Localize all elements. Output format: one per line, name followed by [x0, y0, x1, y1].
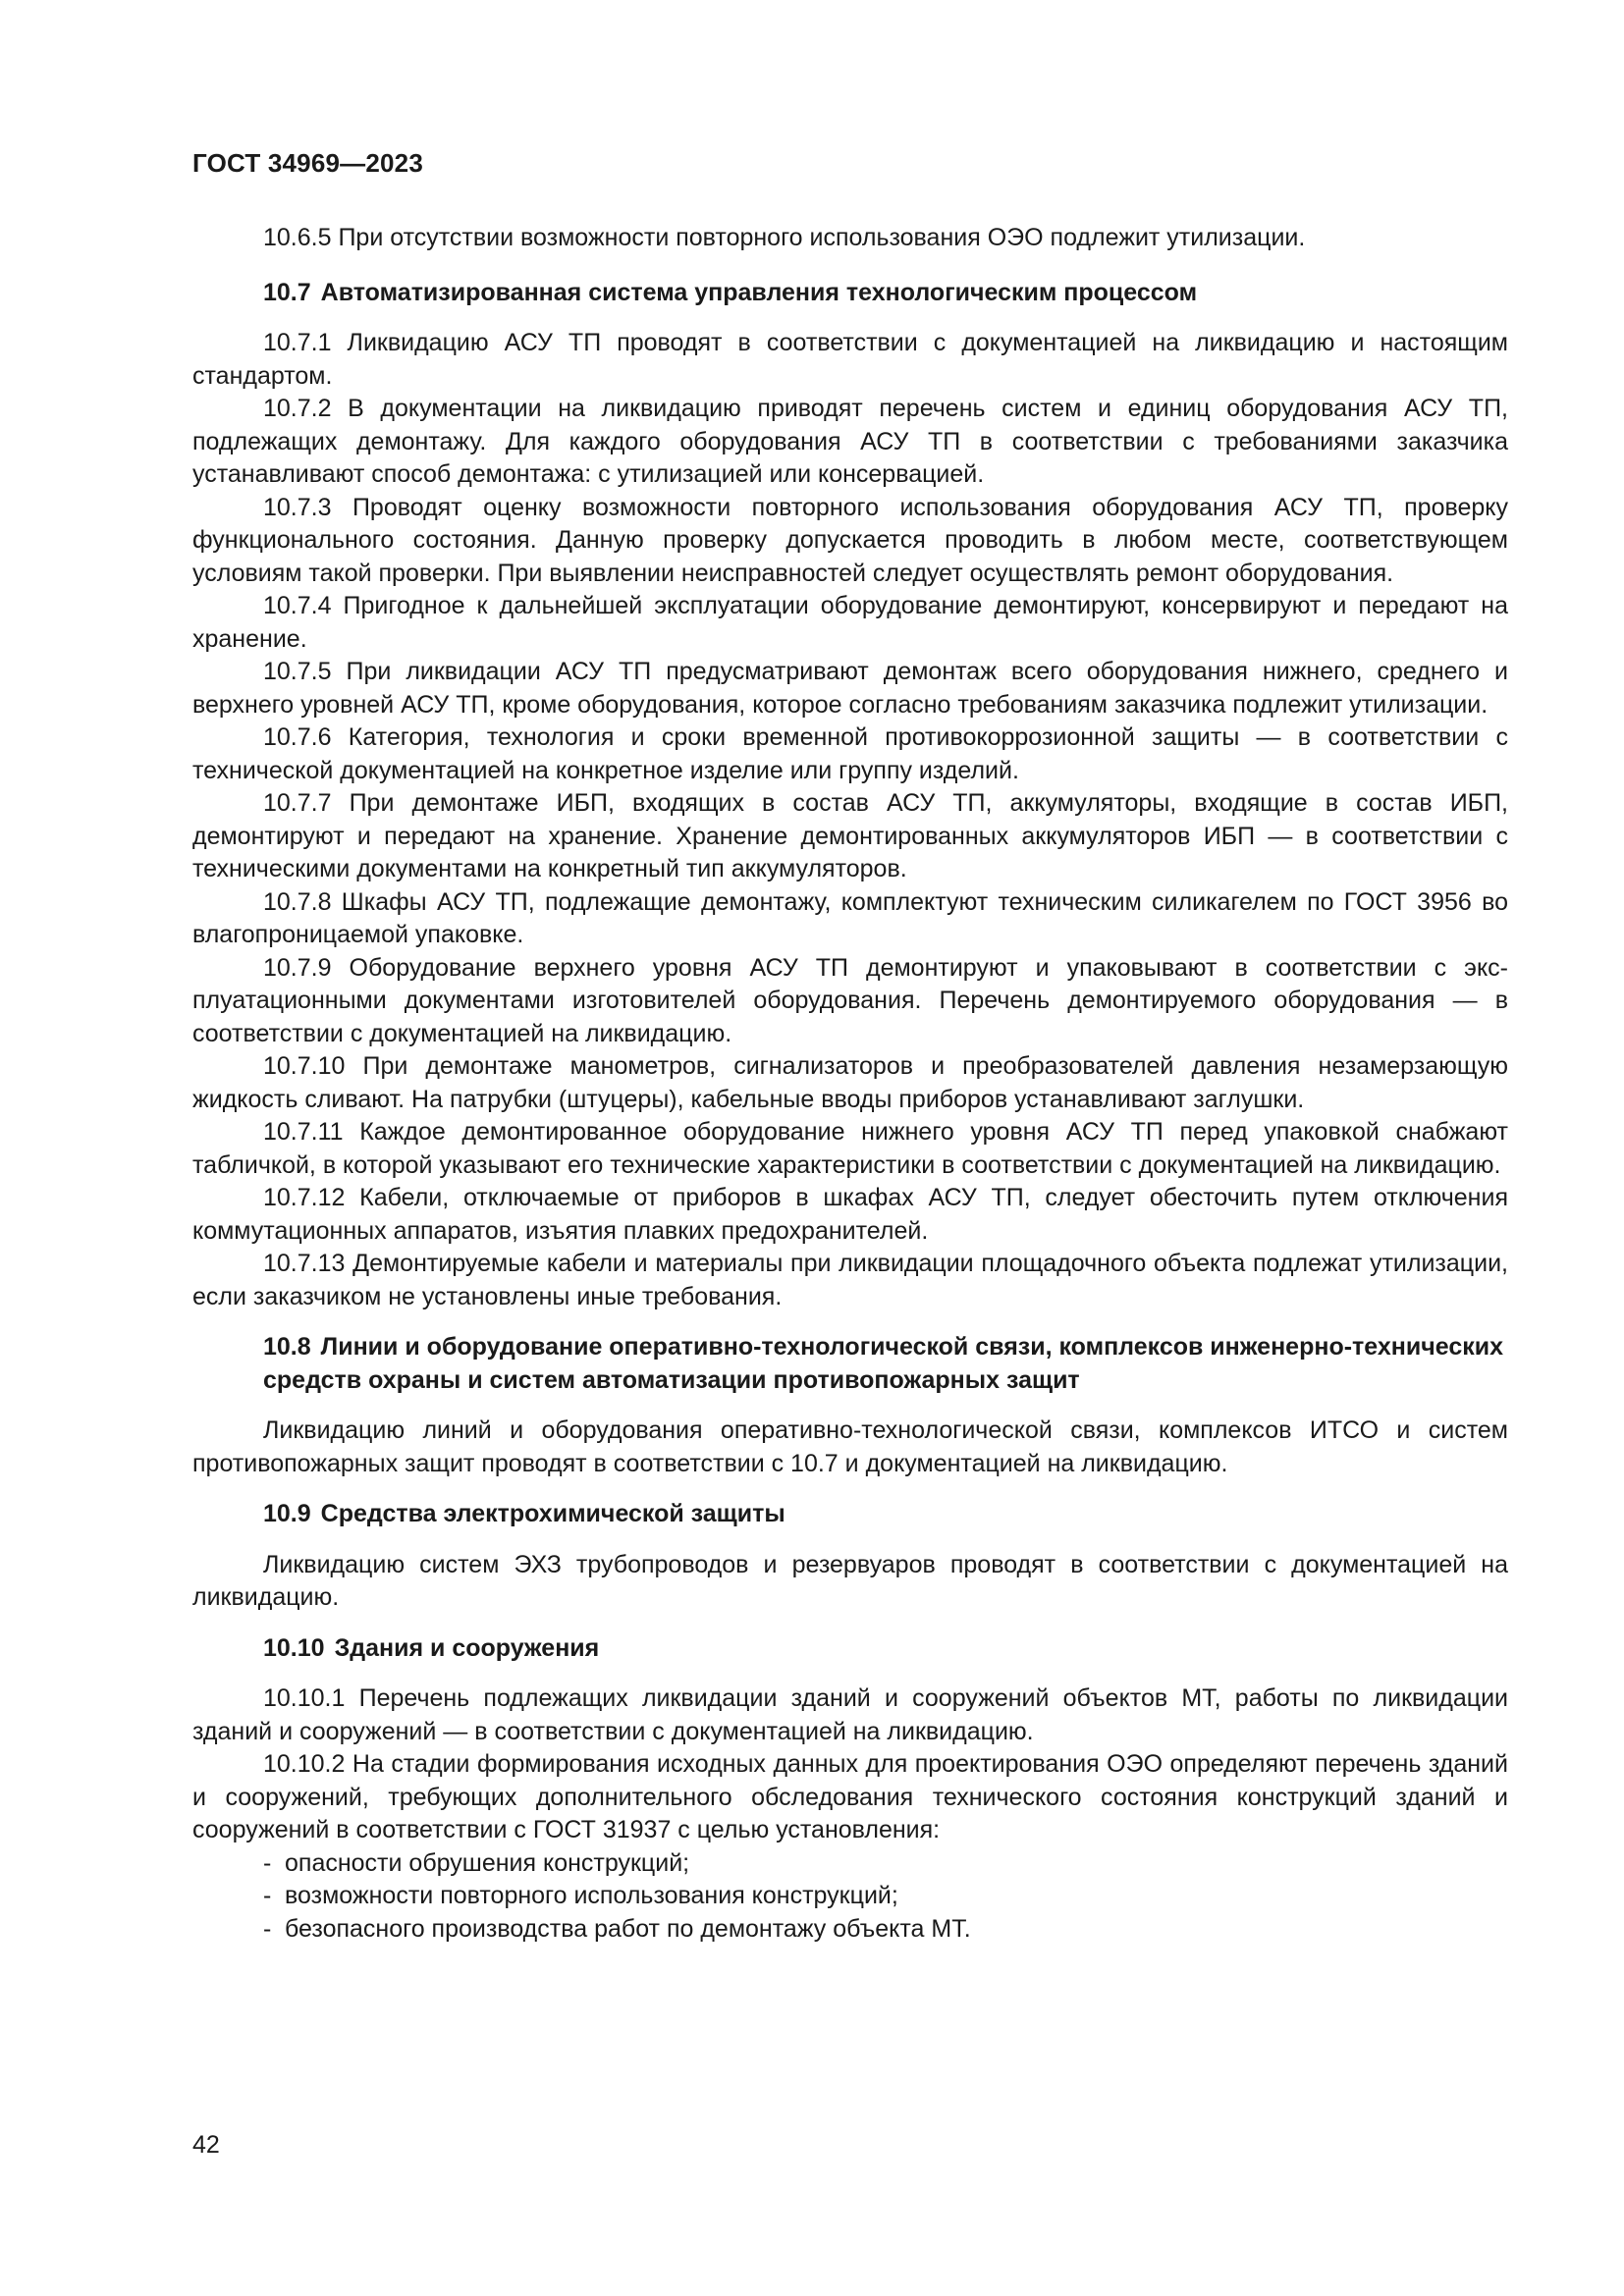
document-page — [192, 147, 1508, 1946]
paragraph-10-10-1: 10.10.1 Перечень подлежащих ликвидации зданий и сооружений объектов МТ, работы по ликвидации зданий и сооружений — в соответствии с документацией на ликвидацию. — [192, 1684, 1508, 1745]
section-heading-10-9 — [192, 1498, 1508, 1531]
section-title: Здания и сооружения — [334, 1633, 600, 1662]
section-title: Линии и оборудование оперативно-технологической связи, комплексов инженерно-технических средств охраны и систем автоматизации противопожарных защит — [263, 1333, 1504, 1394]
document-id-header: ГОСТ 34969—2023 — [192, 148, 423, 178]
paragraph-10-7-13: 10.7.13 Демонтируемые кабели и материалы при ликвидации площадочного объекта подлежат утилизации, если заказчиком не установлены иные требования. — [192, 1250, 1508, 1310]
section-title: Автоматизированная система управления технологическим процессом — [320, 278, 1198, 306]
page-number: 42 — [192, 2131, 220, 2159]
list-item — [192, 1847, 1508, 1881]
section-heading-10-7 — [192, 277, 1508, 310]
paragraph-10-7-12: 10.7.12 Кабели, отключаемые от приборов в шкафах АСУ ТП, следует обесточить путем отключения коммутационных аппаратов, изъятия плавких предохранителей. — [192, 1184, 1508, 1245]
section-heading-10-10 — [192, 1632, 1508, 1666]
list-item — [192, 1880, 1508, 1913]
section-title: Средства электрохимической защиты — [320, 1500, 785, 1527]
list-dash: - — [263, 1848, 272, 1877]
paragraph-10-7-7: 10.7.7 При демонтаже ИБП, входящих в состав АСУ ТП, аккумуляторы, входящие в состав ИБП, демонтируют и передают на хранение. Хранение демонтированных аккумуляторов ИБП — в соответствии с техническими документами на конкретный тип аккумуляторов. — [192, 789, 1508, 882]
paragraph-10-8: Ликвидацию линий и оборудования оперативно-технологической связи, комплексов ИТСО и систем противопожарных защит проводят в соответствии с 10.7 и документацией на ликвидацию. — [192, 1416, 1508, 1477]
list-item — [192, 1913, 1508, 1947]
paragraph-10-7-5: 10.7.5 При ликвидации АСУ ТП предусматривают демонтаж всего оборудования нижнего, среднего и верхнего уровней АСУ ТП, кроме оборудования, которое согласно требованиям заказчика подлежит утилизации. — [192, 658, 1508, 719]
paragraph-10-7-11: 10.7.11 Каждое демонтированное оборудование нижнего уровня АСУ ТП перед упаковкой снабжают табличкой, в которой указывают его технические характеристики в соответствии с документацией на ликвидацию. — [192, 1118, 1508, 1179]
list-dash: - — [263, 1882, 272, 1909]
list-item-text: опасности обрушения конструкций; — [285, 1848, 690, 1877]
list-item-text: возможности повторного использования конструкций; — [285, 1882, 898, 1909]
paragraph-10-7-9: 10.7.9 Оборудование верхнего уровня АСУ ТП демонтируют и упаковывают в соответствии с эксплуатационными документами изготовителей оборудования. Перечень демонтируемого оборудования — в соответствии с документацией на ликвидацию. — [192, 953, 1508, 1047]
section-heading-10-8 — [192, 1331, 1508, 1397]
list-dash: - — [263, 1914, 272, 1943]
paragraph-10-6-5: 10.6.5 При отсутствии возможности повторного использования ОЭО подлежит утилизации. — [263, 224, 1306, 251]
paragraph-10-7-10: 10.7.10 При демонтаже манометров, сигнализаторов и преобразователей давления незамерзающую жидкость сливают. На патрубки (штуцеры), кабельные вводы приборов устанавливают заглушки. — [192, 1052, 1508, 1113]
list-item-text: безопасного производства работ по демонтажу объекта МТ. — [285, 1914, 971, 1943]
paragraph-10-7-8: 10.7.8 Шкафы АСУ ТП, подлежащие демонтажу, комплектуют техническим силикагелем по ГОСТ 3956 во влагопроницаемой упаковке. — [192, 887, 1508, 948]
paragraph-10-10-2: 10.10.2 На стадии формирования исходных данных для проектирования ОЭО определяют перечень зданий и сооружений, требующих дополнительного обследования технического состояния конструкций зданий и сооружений в соответствии с ГОСТ 31937 с целью установления: — [192, 1750, 1508, 1843]
section-number: 10.9 — [263, 1500, 311, 1527]
section-number: 10.7 — [263, 278, 311, 306]
paragraph-10-7-6: 10.7.6 Категория, технология и сроки временной противокоррозионной защиты — в соответствии с технической документацией на конкретное изделие или группу изделий. — [192, 723, 1508, 784]
paragraph-10-7-3: 10.7.3 Проводят оценку возможности повторного использования оборудования АСУ ТП, проверку функционального состояния. Данную проверку допускается проводить в любом месте, соответствующем условиям такой проверки. При выявлении неисправностей следует осуществлять ремонт оборудования. — [192, 493, 1508, 587]
paragraph-10-9: Ликвидацию систем ЭХЗ трубопроводов и резервуаров проводят в соответствии с документацией на ликвидацию. — [192, 1550, 1508, 1611]
paragraph-10-7-4: 10.7.4 Пригодное к дальнейшей эксплуатации оборудование демонтируют, консервируют и передают на хранение. — [192, 592, 1508, 653]
section-number: 10.8 — [263, 1333, 311, 1361]
paragraph-10-7-2: 10.7.2 В документации на ликвидацию приводят перечень систем и единиц оборудования АСУ ТП, подлежащих демонтажу. Для каждого оборудования АСУ ТП в соответствии с требованиями заказчика устанавливают способ демонтажа: с утилизацией или консервацией. — [192, 395, 1508, 488]
paragraph-10-7-1: 10.7.1 Ликвидацию АСУ ТП проводят в соответствии с документацией на ликвидацию и настоящим стандартом. — [192, 329, 1508, 390]
section-number: 10.10 — [263, 1633, 325, 1662]
